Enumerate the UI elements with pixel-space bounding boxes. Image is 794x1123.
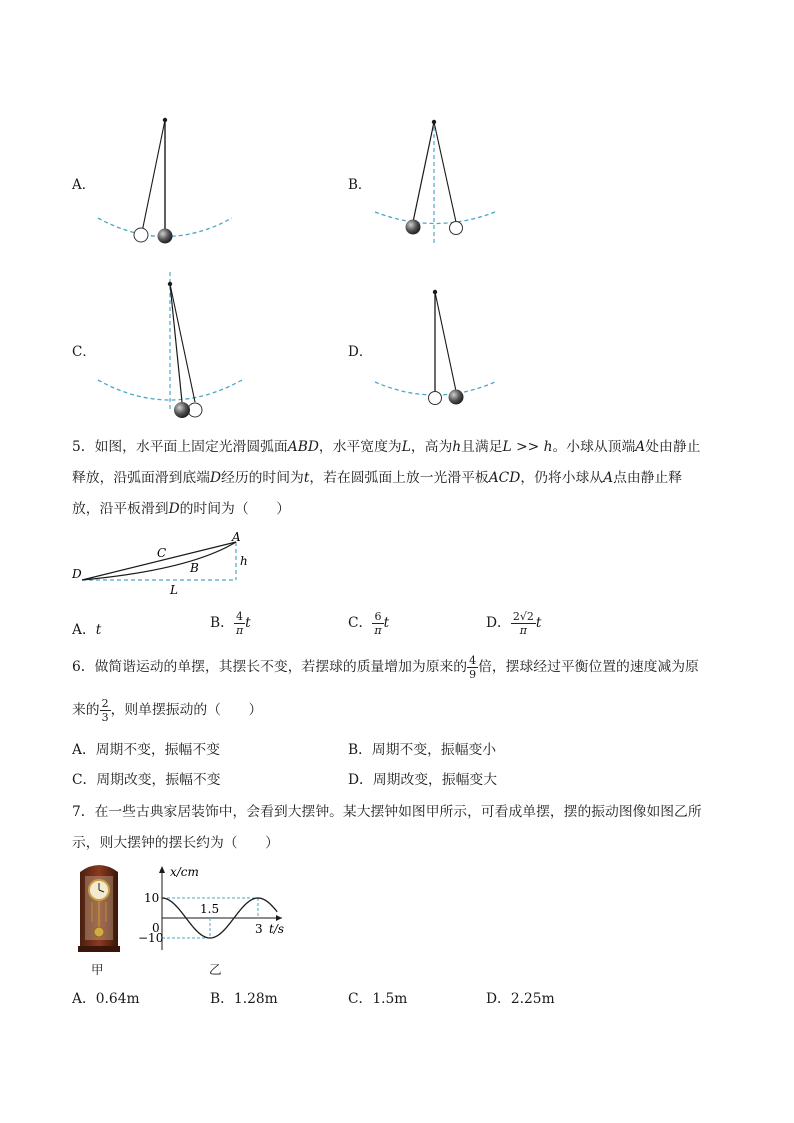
fig-label-jia: 甲 — [91, 962, 104, 977]
q4-option-d-label: D． — [348, 344, 373, 360]
fig-label-b: B — [190, 561, 199, 575]
q7-line-1: 7．在一些古典家居装饰中，会看到大摆钟。某大摆钟如图甲所示，可看成单摆，摆的振动图像如图乙所 — [72, 804, 702, 820]
x-tick-half-period: 1.5 — [200, 902, 220, 916]
fig-label-l: L — [170, 583, 178, 597]
q6-option-b: B．周期不变，振幅变小 — [348, 742, 497, 758]
q6-line-2: 来的 $\frac{2}{3}$ ，则单摆振动的（ ） — [72, 697, 263, 724]
q5-line-1: 5．如图，水平面上固定光滑圆弧面ABD，水平宽度为L，高为h且满足L >> h。小球从顶端A处由静止 — [72, 439, 701, 455]
fig-label-a: A — [232, 530, 241, 544]
q7-option-d: D．2.25m — [486, 991, 555, 1007]
q5-arc-figure — [70, 530, 260, 600]
y-axis-label: x/cm — [170, 865, 199, 879]
q4-option-b-label: B． — [348, 177, 372, 193]
q5-option-b: B． $\frac{4}{\pi}$ t — [210, 610, 251, 637]
grandfather-clock-image — [76, 860, 122, 955]
q7-line-2: 示，则大摆钟的摆长约为（ ） — [72, 835, 279, 851]
q7-option-c: C．1.5m — [348, 991, 408, 1007]
fig-label-yi: 乙 — [209, 962, 222, 977]
q7-vibration-graph — [138, 862, 288, 952]
q6-line-1: 6．做简谐运动的单摆，其摆长不变，若摆球的质量增加为原来的 $\frac{4}{9}$ 倍，摆球经过平衡位置的速度减为原 — [72, 654, 699, 681]
x-axis-label: t/s — [269, 922, 285, 936]
x-tick-period: 3 — [255, 922, 263, 936]
fig-label-h: h — [240, 554, 248, 568]
q6-option-c: C．周期改变，振幅不变 — [72, 772, 221, 788]
y-tick-bottom: −10 — [138, 931, 164, 945]
q5-option-d: D． $\frac{2√2}{\pi}$ t — [486, 610, 542, 637]
pendulum-figure-b — [370, 110, 500, 250]
fig-label-d: D — [72, 567, 82, 581]
q7-option-b: B．1.28m — [210, 991, 278, 1007]
q4-option-c-label: C． — [72, 344, 96, 360]
fig-label-c: C — [157, 546, 167, 560]
pendulum-figure-a — [90, 110, 240, 250]
q6-option-d: D．周期改变，振幅变大 — [348, 772, 498, 788]
q5-line-2: 释放，沿弧面滑到底端D经历的时间为t，若在圆弧面上放一光滑平板ACD，仍将小球从A点由静止释 — [72, 470, 683, 486]
pendulum-figure-c — [90, 270, 250, 430]
q5-option-a: A．t — [72, 622, 102, 638]
q7-option-a: A．0.64m — [72, 991, 140, 1007]
y-tick-top: 10 — [144, 891, 160, 905]
q4-option-a-label: A． — [72, 177, 96, 193]
origin-label: 0 — [152, 921, 160, 935]
pendulum-figure-d — [370, 280, 500, 420]
q5-line-3: 放，沿平板滑到D的时间为（ ） — [72, 501, 291, 517]
q5-option-c: C． $\frac{6}{\pi}$ t — [348, 610, 390, 637]
q6-option-a: A．周期不变，振幅不变 — [72, 742, 220, 758]
